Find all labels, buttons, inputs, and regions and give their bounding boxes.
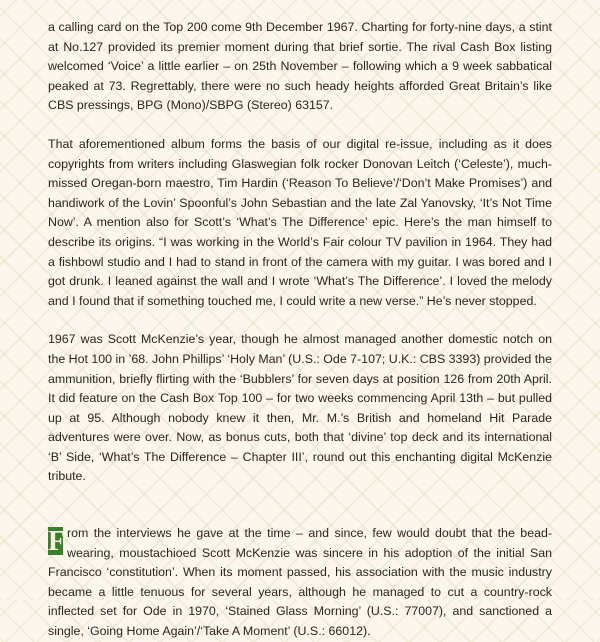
- paragraph-interviews-text: rom the interviews he gave at the time – and since, few would doubt that the bead-wearing, moustachioed Scott McKenzie was sincere in his adoption of the initial San Francisco ‘constitution’. When its moment passed, his association with the music industry became a little tenuous for several years, although he managed to cut a country-rock inflected set for Ode in 1970, ‘Stained Glass Morning’ (U.S.: 77007), and sanctioned a single, ‘Going Home Again’/‘Take A Moment’ (U.S.: 66012).: [48, 526, 552, 639]
- dropcap-letter: F: [48, 526, 66, 558]
- paragraph-album-reissue: That aforementioned album forms the basis of our digital re-issue, including as it does copyrights from writers including Glaswegian folk rocker Donovan Leitch (‘Celeste’), much-missed Oregan-born maestro, Tim Hardin (‘Reason To Believe’/‘Don’t Make Promises’) and handiwork of the Lovin’ Spoonful’s John Sebastian and the late Zal Yanovsky, ‘It’s Not Time Now’. A mention also for Scott’s ‘What’s The Difference’ epic. Here’s the man himself to describe its origins. “I was working in the World’s Fair colour TV pavilion in 1964. They had a fishbowl studio and I had to stand in front of the camera with my guitar. I was bored and I got drunk. I leaned against the wall and I wrote ‘What’s The Difference’. I loved the melody and I found that if something touched me, I could write a new verse.” He’s never stopped.: [48, 136, 552, 308]
- paragraph-interviews: [48, 524, 552, 642]
- paragraph-chart-history: a calling card on the Top 200 come 9th December 1967. Charting for forty-nine days, a stint at No.127 provided its premier moment during that brief sortie. The rival Cash Box listing welcomed ‘Voice’ a little earlier – on 25th November – following which a 9 week sabbatical peaked at 73. Regrettably, there were no such heady heights afforded Great Britain’s like CBS pressings, BPG (Mono)/SBPG (Stereo) 63157.: [48, 20, 552, 113]
- paragraph-1967-year: 1967 was Scott McKenzie’s year, though he almost managed another domestic notch on the Hot 100 in ’68. John Phillips’ ‘Holy Man’ (U.S.: Ode 7-107; U.K.: CBS 3393) provided the ammunition, briefly flirting with the ‘Bubblers’ for seven days at position 126 from 20th April. It did feature on the Cash Box Top 100 – for two weeks commencing April 13th – but pulled up at 95. Although nobody knew it then, Mr. M.’s British and homeland Hit Parade adventures were over. Now, as bonus cuts, both that ‘divine’ top deck and its international ‘B’ Side, ‘What’s The Difference – Chapter III’, round out this enchanting digital McKenzie tribute.: [48, 332, 552, 484]
